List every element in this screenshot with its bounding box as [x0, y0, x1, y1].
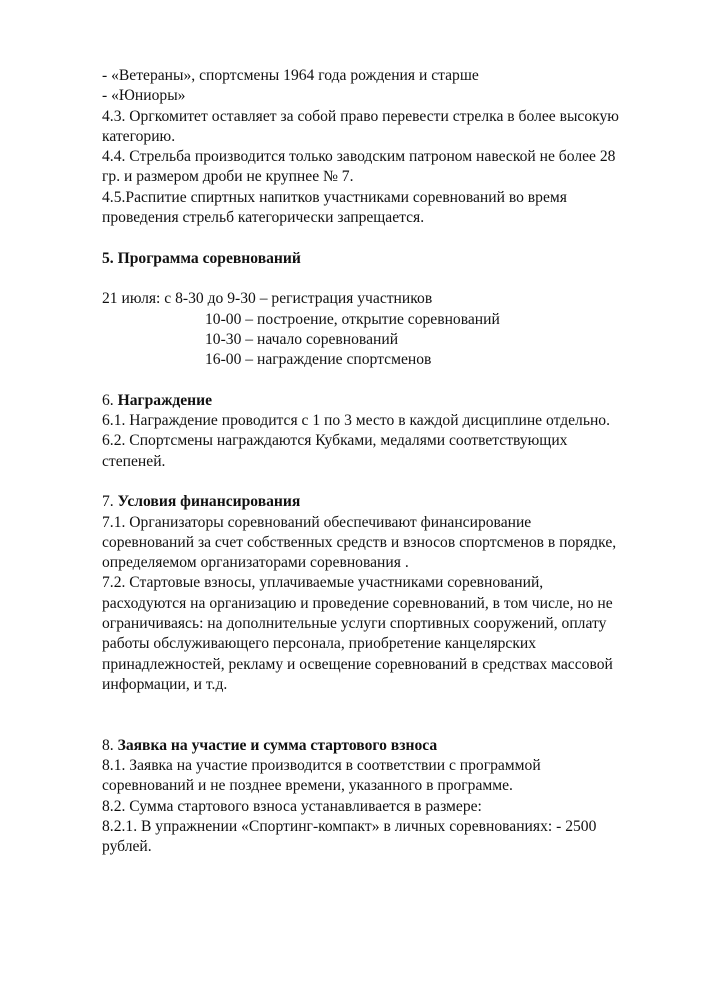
text-line: гр. и размером дроби не крупнее № 7.	[102, 168, 354, 186]
section-number: 6.	[102, 391, 118, 409]
text-line: - «Ветераны», спортсмены 1964 года рождения и старше	[102, 67, 479, 84]
section-heading	[102, 492, 682, 512]
section-title: Условия финансирования	[117, 493, 301, 511]
spacer	[102, 472, 682, 492]
section-heading	[102, 391, 682, 411]
text-line: степеней.	[102, 452, 166, 470]
text-line: 4.4. Стрельба производится только заводским патроном навеской не более 28	[102, 148, 616, 166]
text-line: - «Юниоры»	[102, 87, 186, 105]
text-line: 8.1. Заявка на участие производится в соответствии с программой	[102, 757, 541, 775]
spacer	[102, 269, 682, 289]
section-title: Награждение	[117, 391, 213, 409]
text-line: соревнований за счет собственных средств и взносов спортсменов в порядке,	[102, 533, 617, 551]
section-8	[102, 736, 682, 858]
spacer	[102, 695, 682, 736]
text-line: рублей.	[102, 838, 152, 856]
text-line: определяемом организаторами соревнования .	[102, 554, 409, 572]
text-line: категорию.	[102, 127, 176, 145]
text-line: ограничиваясь: на дополнительные услуги спортивных сооружений, оплату	[102, 615, 607, 633]
text-line: расходуются на организацию и проведение соревнований, в том числе, но не	[102, 594, 613, 612]
section-heading-text: 5. Программа соревнований	[102, 249, 301, 267]
text-line: работы обслуживающего персонала, приобретение канцелярских	[102, 635, 537, 653]
text-line: 7.1. Организаторы соревнований обеспечивают финансирование	[102, 513, 532, 531]
section-title: Заявка на участие и сумма стартового взноса	[117, 736, 438, 754]
section-heading	[102, 736, 682, 756]
section-6	[102, 391, 682, 472]
schedule-line: 10-00 – построение, открытие соревнований	[205, 310, 500, 328]
section-heading	[102, 249, 682, 269]
section-number: 8.	[102, 736, 118, 754]
section-7	[102, 492, 682, 695]
schedule-line: 16-00 – награждение спортсменов	[205, 351, 432, 369]
section-5	[102, 249, 682, 371]
text-line: 6.1. Награждение проводится с 1 по 3 место в каждой дисциплине отдельно.	[102, 412, 610, 430]
text-line: 6.2. Спортсмены награждаются Кубками, медалями соответствующих	[102, 432, 568, 450]
document-body	[102, 66, 682, 858]
text-line: проведения стрельб категорически запрещается.	[102, 209, 425, 227]
text-line: 8.2.1. В упражнении «Спортинг-компакт» в личных соревнованиях: - 2500	[102, 817, 597, 835]
schedule-line: 21 июля: с 8-30 до 9-30 – регистрация участников	[102, 290, 433, 308]
text-line: соревнований и не позднее времени, указанного в программе.	[102, 777, 513, 795]
spacer	[102, 370, 682, 390]
text-line: 4.3. Оргкомитет оставляет за собой право перевести стрелка в более высокую	[102, 107, 619, 125]
section-number: 7.	[102, 493, 118, 511]
text-line: информации, и т.д.	[102, 675, 228, 693]
section-4-tail	[102, 66, 682, 228]
text-line: 7.2. Стартовые взносы, уплачиваемые участниками соревнований,	[102, 574, 544, 592]
spacer	[102, 228, 682, 248]
text-line: принадлежностей, рекламу и освещение соревнований в средствах массовой	[102, 655, 613, 673]
schedule-line: 10-30 – начало соревнований	[205, 330, 399, 348]
text-line: 4.5.Распитие спиртных напитков участниками соревнований во время	[102, 188, 567, 206]
text-line: 8.2. Сумма стартового взноса устанавливается в размере:	[102, 797, 482, 815]
